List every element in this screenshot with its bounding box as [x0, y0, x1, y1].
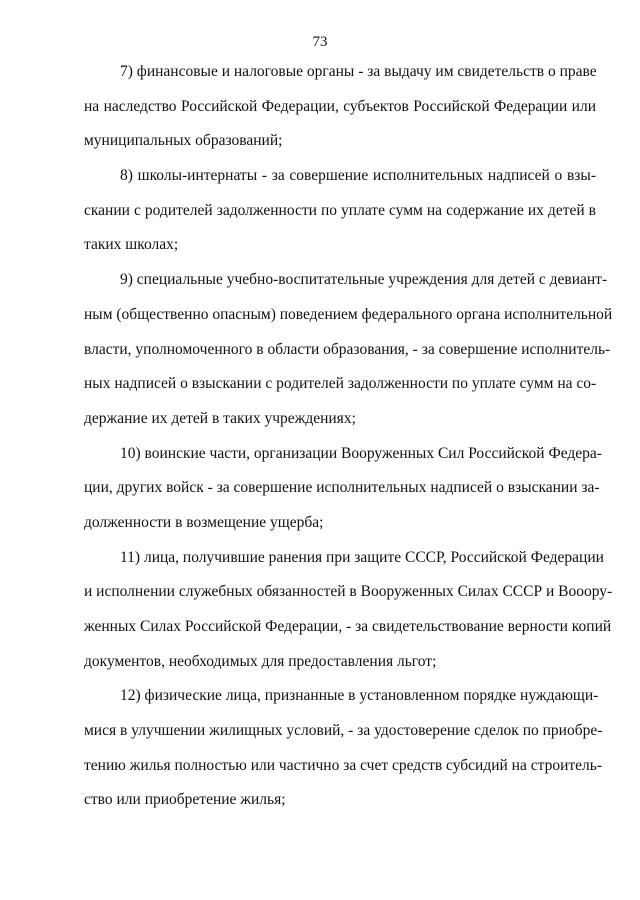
- item-9-line-1: 9) специальные учебно-воспитательные учреждения для детей с девиант-: [120, 271, 608, 289]
- item-9-line-4: ных надписей о взыскании с родителей задолженности по уплате сумм на со-: [84, 375, 597, 393]
- item-11-line-2: и исполнении служебных обязанностей в Вооруженных Силах СССР и Вооору-: [84, 583, 613, 601]
- item-10-line-3: долженности в возмещение ущерба;: [84, 513, 324, 531]
- item-9-line-2: ным (общественно опасным) поведением федерального органа исполнительной: [84, 305, 613, 323]
- item-12-line-1: 12) физические лица, признанные в установленном порядке нуждающи-: [120, 687, 599, 705]
- item-10-line-1: 10) воинские части, организации Вооруженных Сил Российской Федера-: [120, 444, 602, 462]
- item-9-line-3: власти, уполномоченного в области образования, - за совершение исполнитель-: [84, 340, 611, 358]
- item-7-line-3: муниципальных образований;: [84, 132, 283, 150]
- item-8-line-2: скании с родителей задолженности по уплате сумм на содержание их детей в: [84, 201, 596, 219]
- page-number: 73: [312, 34, 328, 50]
- item-7-line-2: на наследство Российской Федерации, субъектов Российской Федерации или: [84, 97, 596, 115]
- item-12-line-4: ство или приобретение жилья;: [84, 791, 286, 809]
- item-12-line-2: мися в улучшении жилищных условий, - за удостоверение сделок по приобре-: [84, 722, 603, 740]
- item-11-line-3: женных Силах Российской Федерации, - за свидетельствование верности копий: [84, 618, 612, 635]
- item-10-line-2: ции, других войск - за совершение исполнительных надписей о взыскании за-: [84, 479, 600, 497]
- item-8-line-3: таких школах;: [84, 236, 179, 254]
- item-11-line-4: документов, необходимых для предоставления льгот;: [84, 652, 437, 670]
- item-9-line-5: держание их детей в таких учреждениях;: [84, 409, 356, 427]
- body-text: [84, 55, 613, 818]
- item-8-line-1: 8) школы-интернаты - за совершение исполнительных надписей о взы-: [120, 167, 596, 185]
- item-12-line-3: тению жилья полностью или частично за счет средств субсидий на строитель-: [84, 756, 602, 774]
- item-7-line-1: 7) финансовые и налоговые органы - за выдачу им свидетельств о праве: [120, 63, 597, 80]
- item-11-line-1: 11) лица, получившие ранения при защите СССР, Российской Федерации: [120, 548, 604, 566]
